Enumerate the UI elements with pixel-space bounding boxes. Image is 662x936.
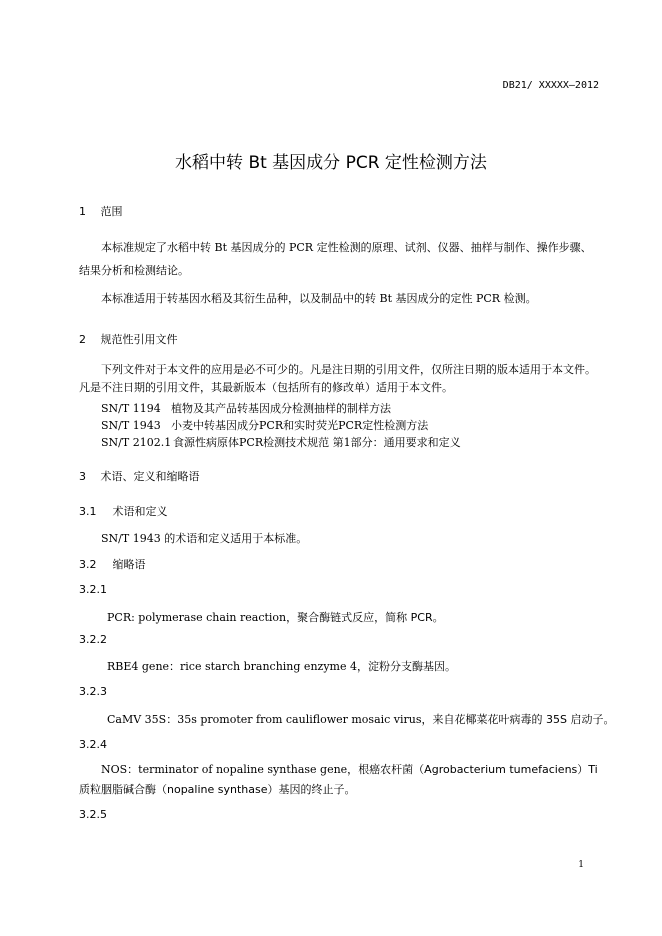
document-title: 水稻中转 Bt 基因成分 PCR 定性检测方法 bbox=[175, 153, 487, 173]
section-number: 3 bbox=[79, 470, 86, 483]
section-title: 规范性引用文件 bbox=[100, 333, 178, 346]
reference-item bbox=[101, 400, 391, 416]
section-number: 1 bbox=[79, 205, 86, 218]
reference-item bbox=[101, 434, 461, 450]
section-number: 3.1 bbox=[79, 505, 97, 518]
section-title: 范围 bbox=[100, 205, 123, 218]
abbreviation-definition: 来自花椰菜花叶病毒的 35S 启动子。 bbox=[432, 713, 615, 726]
abbreviation-definition: 聚合酶链式反应，简称 PCR。 bbox=[297, 611, 444, 624]
reference-code: SN/T 1943 bbox=[101, 419, 161, 432]
section-2-paragraph: 下列文件对于本文件的应用是必不可少的。凡是注日期的引用文件，仅所注日期的版本适用于本文件。凡是不注日期的引用文件，其最新版本（包括所有的修改单）适用于本文件。 bbox=[79, 363, 596, 394]
section-number: 2 bbox=[79, 333, 86, 346]
page-number: 1 bbox=[578, 860, 584, 870]
section-3-2-heading bbox=[79, 556, 146, 572]
section-title: 术语、定义和缩略语 bbox=[100, 470, 200, 483]
reference-item bbox=[101, 417, 428, 433]
abbreviation-number: 3.2.5 bbox=[79, 808, 107, 821]
abbreviation-number: 3.2.3 bbox=[79, 685, 107, 698]
abbreviation-definition: 淀粉分支酶基因。 bbox=[367, 660, 456, 673]
section-1-paragraph-1: 本标准规定了水稻中转 Bt 基因成分的 PCR 定性检测的原理、试剂、仪器、抽样与制作、操作步骤、结果分析和检测结论。 bbox=[79, 241, 592, 277]
section-1-paragraph-2: 本标准适用于转基因水稻及其衍生品种，以及制品中的转 Bt 基因成分的定性 PCR 检测。 bbox=[101, 292, 537, 305]
abbreviation-entry bbox=[107, 609, 444, 625]
abbreviation-term: CaMV 35S：35s promoter from cauliflower mosaic virus， bbox=[107, 713, 433, 726]
abbreviation-term: NOS：terminator of nopaline synthase gene， bbox=[101, 763, 359, 776]
section-3-heading bbox=[79, 468, 200, 484]
section-2-heading bbox=[79, 331, 178, 347]
section-number: 3.2 bbox=[79, 558, 97, 571]
reference-title: 植物及其产品转基因成分检测抽样的制样方法 bbox=[171, 402, 391, 415]
section-title: 术语和定义 bbox=[112, 505, 168, 518]
abbreviation-number: 3.2.2 bbox=[79, 633, 107, 646]
reference-title: 食源性病原体PCR检测技术规范 第1部分：通用要求和定义 bbox=[173, 436, 461, 449]
abbreviation-entry bbox=[79, 760, 601, 800]
abbreviation-term: PCR: polymerase chain reaction， bbox=[107, 611, 298, 624]
abbreviation-entry bbox=[107, 711, 615, 727]
abbreviation-entry bbox=[107, 658, 456, 674]
section-title: 缩略语 bbox=[112, 558, 146, 571]
abbreviation-number: 3.2.4 bbox=[79, 738, 107, 751]
abbreviation-term: RBE4 gene：rice starch branching enzyme 4， bbox=[107, 660, 368, 673]
section-3-1-text: SN/T 1943 的术语和定义适用于本标准。 bbox=[101, 532, 308, 545]
abbreviation-definition: 根癌农杆菌（Agrobacterium tumefaciens）Ti 质粒胭脂碱合酶（nopaline synthase）基因的终止子。 bbox=[79, 763, 598, 796]
reference-code: SN/T 1194 bbox=[101, 402, 161, 415]
standard-number: DB21/ XXXXX—2012 bbox=[502, 80, 599, 91]
reference-title: 小麦中转基因成分PCR和实时荧光PCR定性检测方法 bbox=[171, 419, 429, 432]
reference-code: SN/T 2102.1 bbox=[101, 436, 172, 449]
section-1-heading bbox=[79, 203, 123, 219]
section-3-1-heading bbox=[79, 503, 168, 519]
abbreviation-number: 3.2.1 bbox=[79, 583, 107, 596]
